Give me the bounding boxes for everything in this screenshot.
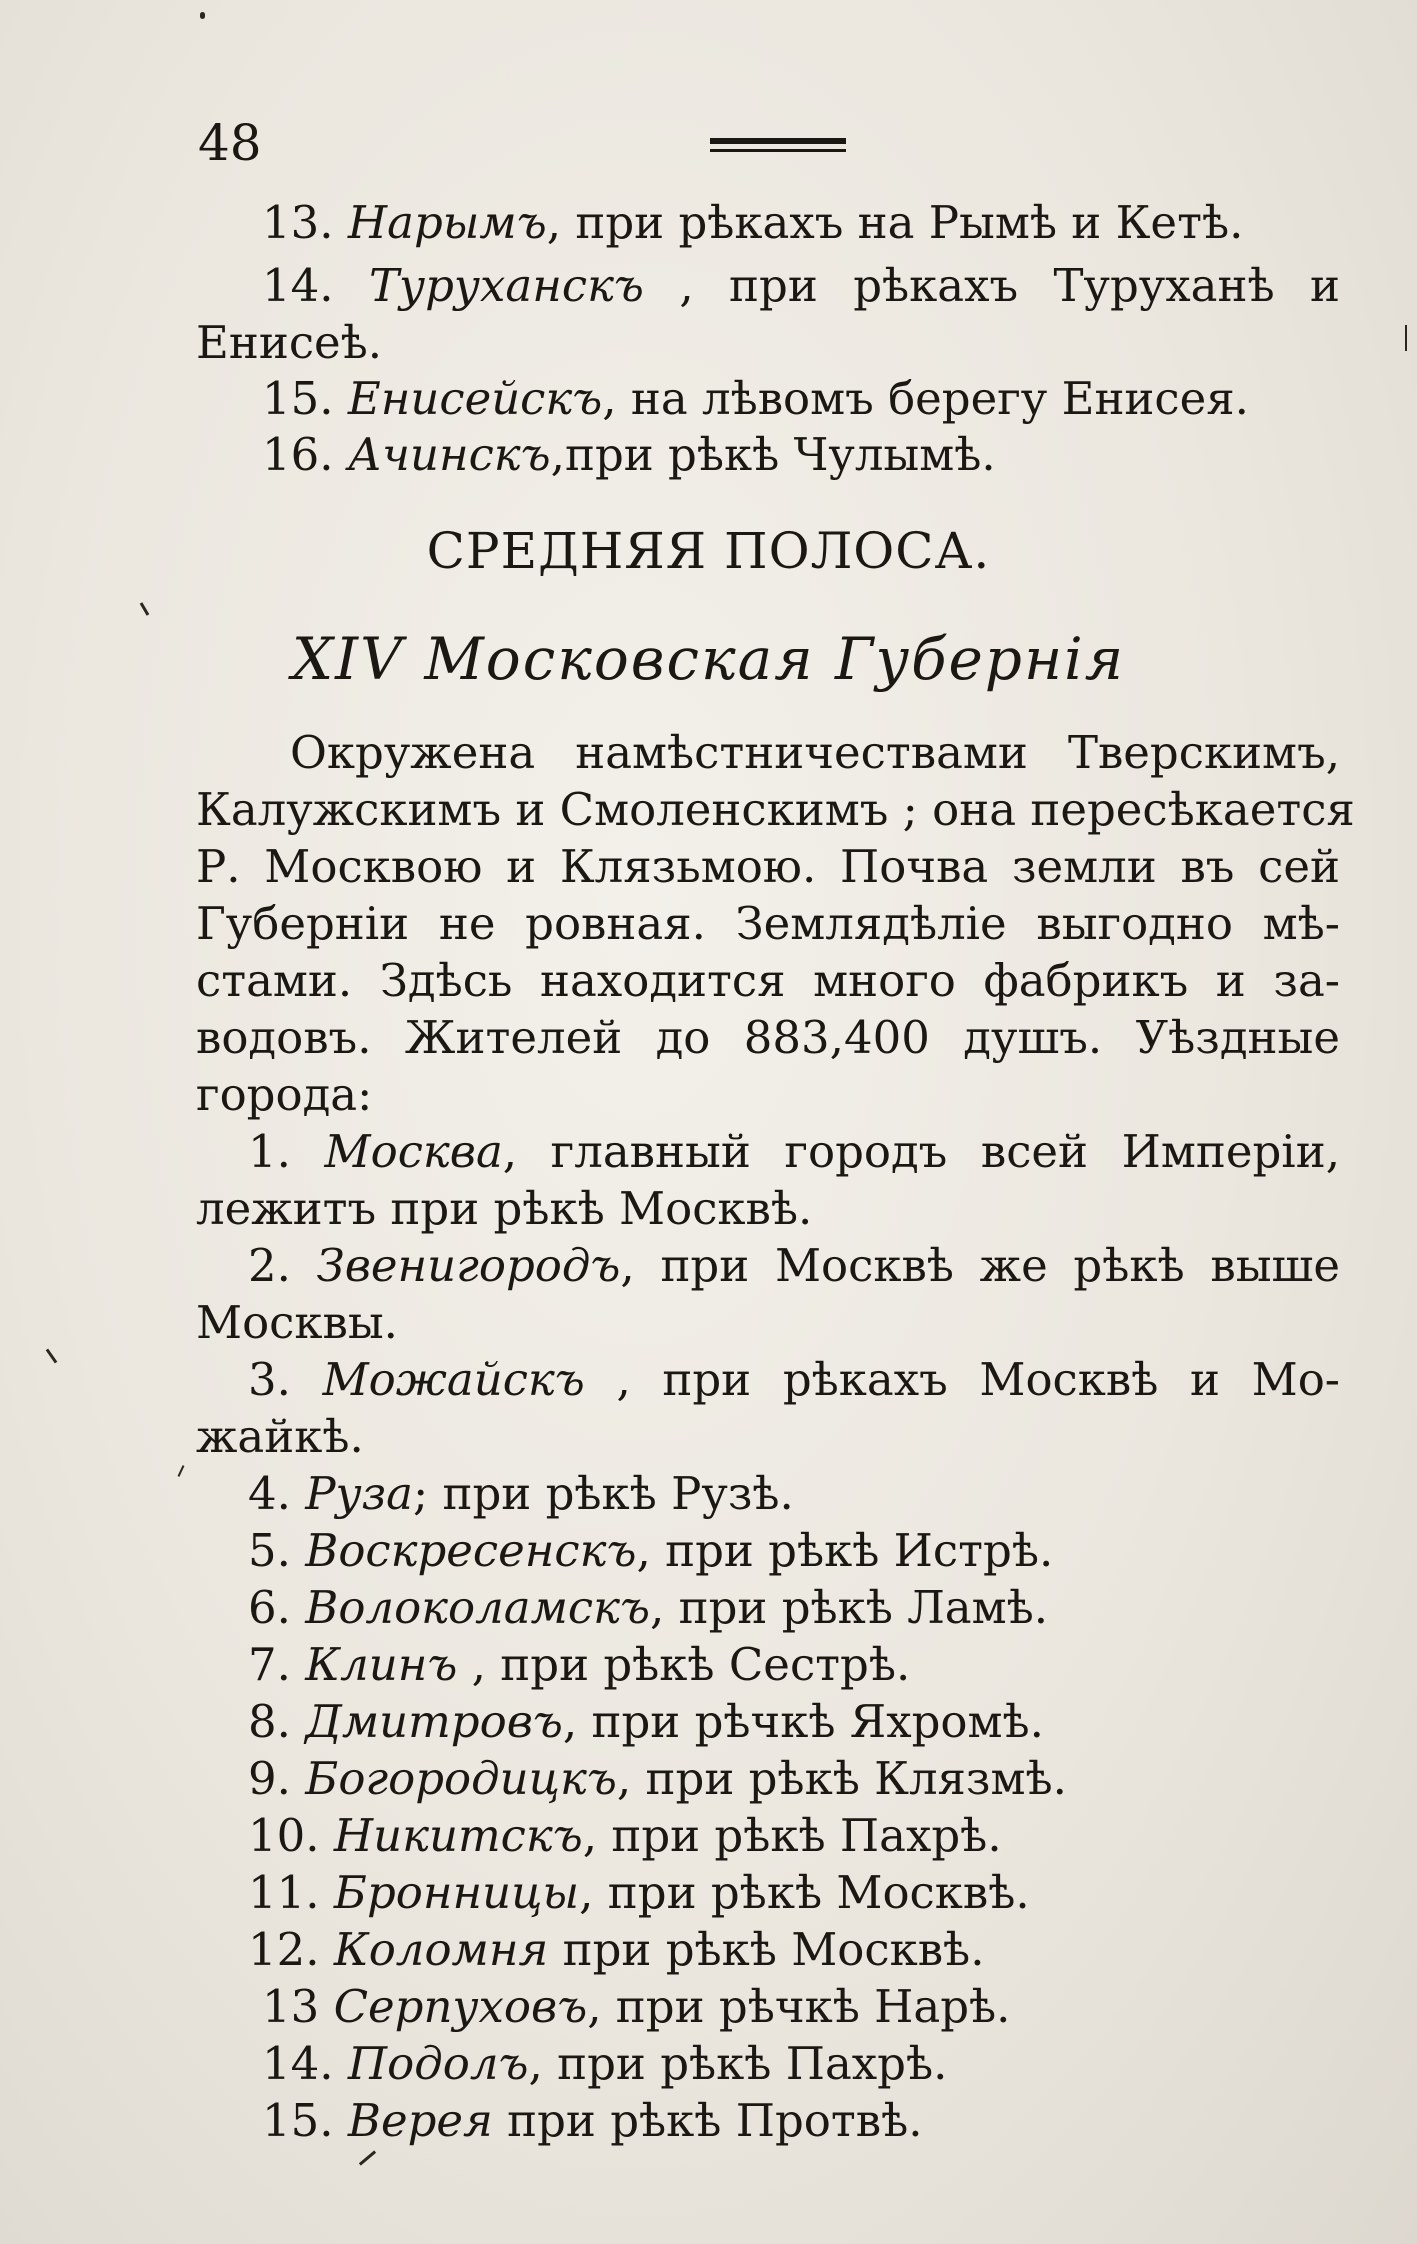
city-item: 10. Никитскъ, при рѣкѣ Пахрѣ. <box>248 1809 1002 1862</box>
paragraph-line: Окружена намѣстничествами Тверскимъ, <box>290 726 1340 779</box>
city-item: 5. Воскресенскъ, при рѣкѣ Истрѣ. <box>248 1524 1054 1577</box>
city-item: 2. Звенигородъ, при Москвѣ же рѣкѣ выше <box>248 1239 1340 1292</box>
print-speck <box>359 2150 376 2165</box>
list-item-continuation: Енисеѣ. <box>196 316 383 369</box>
city-item-continuation: лежитъ при рѣкѣ Москвѣ. <box>196 1182 813 1235</box>
header-rule-thin <box>710 149 846 152</box>
paragraph-line: города: <box>196 1068 373 1121</box>
print-speck <box>1405 325 1407 351</box>
city-item: 6. Волоколамскъ, при рѣкѣ Ламѣ. <box>248 1581 1049 1634</box>
print-speck <box>140 602 150 616</box>
section-title: СРЕДНЯЯ ПОЛОСА. <box>426 522 991 580</box>
paragraph-line: Р. Москвою и Клязьмою. Почва земли въ сей <box>196 840 1340 893</box>
city-item: 8. Дмитровъ, при рѣчкѣ Яхромѣ. <box>248 1695 1044 1748</box>
list-item: 14. Туруханскъ , при рѣкахъ Туруханѣ и <box>262 259 1341 312</box>
header-rule <box>710 138 846 144</box>
city-item: 14. Подолъ, при рѣкѣ Пахрѣ. <box>262 2037 948 2090</box>
list-item: 13. Нарымъ, при рѣкахъ на Рымѣ и Кетѣ. <box>262 196 1244 249</box>
province-title: XIV Московская Губернія <box>291 625 1126 693</box>
city-item: 13 Серпуховъ, при рѣчкѣ Нарѣ. <box>262 1980 1011 2033</box>
paragraph-line: стами. Здѣсь находится много фабрикъ и за- <box>196 954 1340 1007</box>
city-item-continuation: жайкѣ. <box>196 1410 364 1463</box>
city-item-continuation: Москвы. <box>196 1296 398 1349</box>
city-item: 1. Москва, главный городъ всей Имперіи, <box>248 1125 1340 1178</box>
list-item: 16. Ачинскъ,при рѣкѣ Чулымѣ. <box>262 428 996 481</box>
city-item: 15. Верея при рѣкѣ Протвѣ. <box>262 2094 923 2147</box>
city-item: 12. Коломня при рѣкѣ Москвѣ. <box>248 1923 985 1976</box>
paragraph-line: Губерніи не ровная. Землядѣліе выгодно мѣ- <box>196 897 1340 950</box>
city-item: 11. Бронницы, при рѣкѣ Москвѣ. <box>248 1866 1030 1919</box>
page-number: 48 <box>198 114 262 172</box>
city-item: 9. Богородицкъ, при рѣкѣ Клязмѣ. <box>248 1752 1067 1805</box>
city-item: 4. Руза; при рѣкѣ Рузѣ. <box>248 1467 794 1520</box>
city-item: 3. Можайскъ , при рѣкахъ Москвѣ и Мо- <box>248 1353 1340 1406</box>
print-speck <box>200 12 205 19</box>
list-item: 15. Енисейскъ, на лѣвомъ берегу Енисея. <box>262 372 1249 425</box>
paragraph-line: Калужскимъ и Смоленскимъ ; она пересѣкается <box>196 783 1355 836</box>
city-item: 7. Клинъ , при рѣкѣ Сестрѣ. <box>248 1638 911 1691</box>
print-speck <box>178 1465 185 1477</box>
print-speck <box>46 1349 58 1364</box>
paragraph-line: водовъ. Жителей до 883,400 душъ. Уѣздные <box>196 1011 1340 1064</box>
